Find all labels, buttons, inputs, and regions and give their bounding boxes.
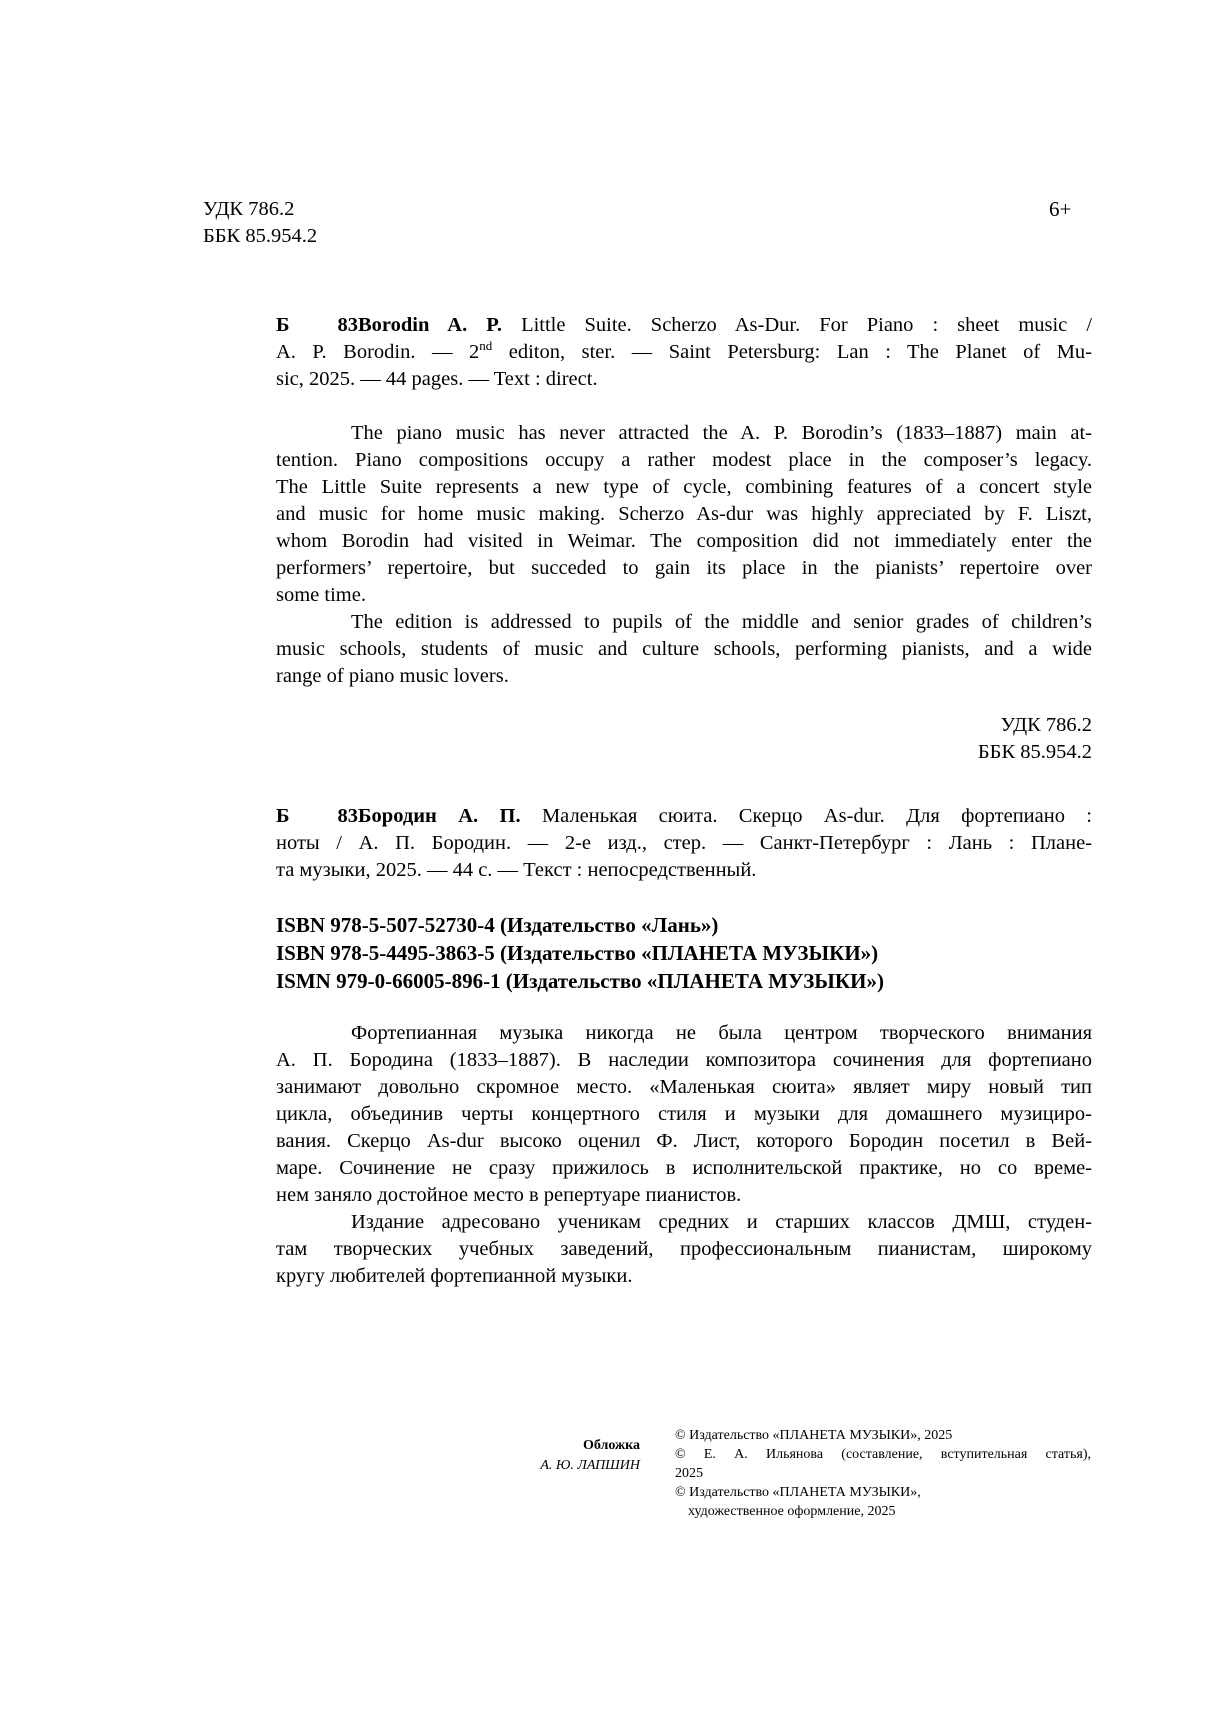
copyright-notices <box>675 1426 1091 1521</box>
abstract-line: and music for home music making. Scherzo As-dur was highly appreciated by F. Liszt, <box>276 503 1092 525</box>
abstract-line: whom Borodin had visited in Weimar. The composition did not immediately enter the <box>276 530 1092 552</box>
audience-line: там творческих учебных заведений, профессиональным пианистам, широкому <box>276 1238 1092 1260</box>
isbn-block <box>276 911 884 995</box>
isbn-line: ISBN 978-5-4495-3863-5 (Издательство «ПЛАНЕТА МУЗЫКИ») <box>276 941 879 965</box>
entry-title: Little Suite. Scherzo As-Dur. For Piano : sheet music / <box>521 314 1093 336</box>
abstract-line: маре. Сочинение не сразу прижилось в исполнительской практике, но со време- <box>276 1157 1092 1179</box>
abstract-line: Фортепианная музыка никогда не была центром творческого внимания <box>351 1022 1092 1044</box>
abstract-line: The Little Suite represents a new type of cycle, combining features of a concert style <box>276 476 1092 498</box>
abstract-line: А. П. Бородина (1833–1887). В наследии композитора сочинения для фортепиано <box>276 1049 1092 1071</box>
copyright-line: © Издательство «ПЛАНЕТА МУЗЫКИ», <box>675 1485 921 1500</box>
abstract-line: занимают довольно скромное место. «Маленькая сюита» являет миру новый тип <box>276 1076 1092 1098</box>
audience-line: range of piano music lovers. <box>276 665 509 687</box>
russian-audience <box>276 1209 1092 1290</box>
entry-author: Borodin A. P. <box>358 314 503 336</box>
abstract-line: вания. Скерцо As-dur высоко оценил Ф. Лист, которого Бородин посетил в Вей- <box>276 1130 1092 1152</box>
isbn-line: ISBN 978-5-507-52730-4 (Издательство «Лань») <box>276 913 719 937</box>
copyright-line: © Издательство «ПЛАНЕТА МУЗЫКИ», 2025 <box>675 1428 953 1443</box>
bbk-code: ББК 85.954.2 <box>203 225 318 247</box>
abstract-line: tention. Piano compositions occupy a rather modest place in the composer’s legacy. <box>276 449 1092 471</box>
en-entry-line-1 <box>276 312 1092 339</box>
classification-codes-right <box>880 712 1092 766</box>
abstract-line: some time. <box>276 584 366 606</box>
ru-entry-line-2: ноты / А. П. Бородин. — 2-е изд., стер. — Санкт-Петербург : Лань : Плане- <box>276 832 1092 854</box>
abstract-line: цикла, объединив черты концертного стиля и музыки для домашнего музициро- <box>276 1103 1092 1125</box>
abstract-line: нем заняло достойное место в репертуаре пианистов. <box>276 1184 742 1206</box>
cover-artist: А. Ю. ЛАПШИН <box>540 1458 640 1473</box>
english-audience <box>276 609 1092 690</box>
udk-code: УДК 786.2 <box>1000 714 1092 736</box>
en-entry-line-3: sic, 2025. — 44 pages. — Text : direct. <box>276 368 598 390</box>
russian-abstract <box>276 1020 1092 1209</box>
entry-title: Маленькая сюита. Скерцо As-dur. Для фортепиано : <box>541 805 1093 827</box>
cover-credit <box>456 1436 640 1476</box>
bbk-code: ББК 85.954.2 <box>977 741 1092 763</box>
audience-line: Издание адресовано ученикам средних и старших классов ДМШ, студен- <box>351 1211 1092 1233</box>
russian-catalog-entry <box>276 803 1092 884</box>
ru-entry-line-1 <box>276 803 1092 830</box>
ru-entry-line-3: та музыки, 2025. — 44 с. — Текст : непосредственный. <box>276 859 757 881</box>
cover-label: Обложка <box>582 1438 640 1453</box>
ismn-line: ISMN 979-0-66005-896-1 (Издательство «ПЛАНЕТА МУЗЫКИ») <box>276 969 884 993</box>
entry-id: Б 83 <box>276 805 358 827</box>
age-rating: 6+ <box>1049 197 1072 221</box>
entry-author: Бородин А. П. <box>358 805 521 827</box>
abstract-line: performers’ repertoire, but succeded to gain its place in the pianists’ repertoire over <box>276 557 1092 579</box>
copyright-line: 2025 <box>675 1466 703 1481</box>
udk-code: УДК 786.2 <box>203 198 295 220</box>
audience-line: кругу любителей фортепианной музыки. <box>276 1265 633 1287</box>
english-abstract <box>276 420 1092 609</box>
entry-id: Б 83 <box>276 314 358 336</box>
audience-line: The edition is addressed to pupils of the middle and senior grades of children’s <box>351 611 1092 633</box>
classification-codes-top <box>203 196 317 250</box>
audience-line: music schools, students of music and culture schools, performing pianists, and a wide <box>276 638 1092 660</box>
en-entry-line-2: A. P. Borodin. — 2nd editon, ster. — Saint Petersburg: Lan : The Planet of Mu- <box>276 338 1092 363</box>
copyright-line: © Е. А. Ильянова (составление, вступительная статья), <box>675 1447 1091 1462</box>
copyright-line: художественное оформление, 2025 <box>688 1504 896 1519</box>
abstract-line: The piano music has never attracted the A. P. Borodin’s (1833–1887) main at- <box>351 422 1092 444</box>
english-catalog-entry <box>276 312 1092 393</box>
